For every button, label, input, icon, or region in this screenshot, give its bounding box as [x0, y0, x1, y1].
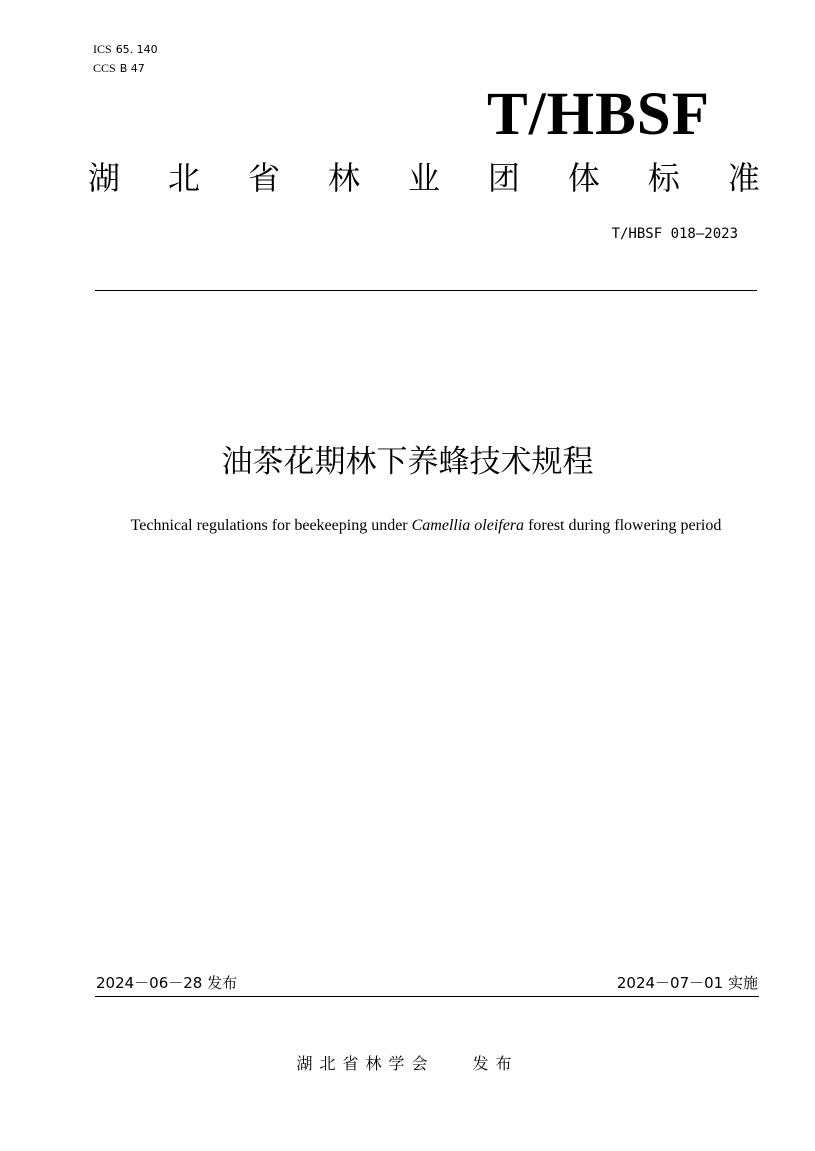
issuer-action: 发布: [472, 1054, 519, 1073]
title-english: [90, 515, 762, 537]
org-char: 湖: [88, 159, 121, 197]
org-char: 体: [567, 159, 600, 197]
title-english-species: Camellia oleifera: [411, 517, 525, 534]
org-char: 业: [407, 159, 440, 197]
org-char: 准: [727, 159, 760, 197]
top-divider: [95, 290, 757, 291]
org-char: 标: [647, 159, 680, 197]
ics-value: 65. 140: [115, 43, 158, 56]
ccs-value: B 47: [119, 62, 145, 75]
issuer-line: [0, 1053, 815, 1075]
issuer-org: 湖北省林学会: [296, 1054, 435, 1073]
org-char: 省: [247, 159, 280, 197]
ccs-label: CCS: [93, 61, 116, 75]
org-char: 北: [167, 159, 200, 197]
title-english-part1: Technical regulations for beekeeping under: [130, 517, 412, 534]
org-char: 林: [327, 159, 360, 197]
implementation-date: 2024－07－01 实施: [616, 974, 758, 992]
classification-codes: [93, 40, 158, 78]
release-date: 2024－06－28 发布: [96, 974, 238, 992]
title-chinese: 油茶花期林下养蜂技术规程: [221, 444, 594, 480]
standard-number: T/HBSF 018—2023: [611, 226, 738, 242]
ccs-line: [93, 59, 158, 78]
title-english-part2: forest during flowering period: [524, 517, 722, 534]
bottom-divider: [95, 996, 759, 997]
standard-code-heading: T/HBSF: [487, 81, 710, 148]
ics-label: ICS: [93, 42, 112, 56]
standard-org-name: [88, 156, 760, 200]
org-char: 团: [487, 159, 520, 197]
ics-line: [93, 40, 158, 59]
